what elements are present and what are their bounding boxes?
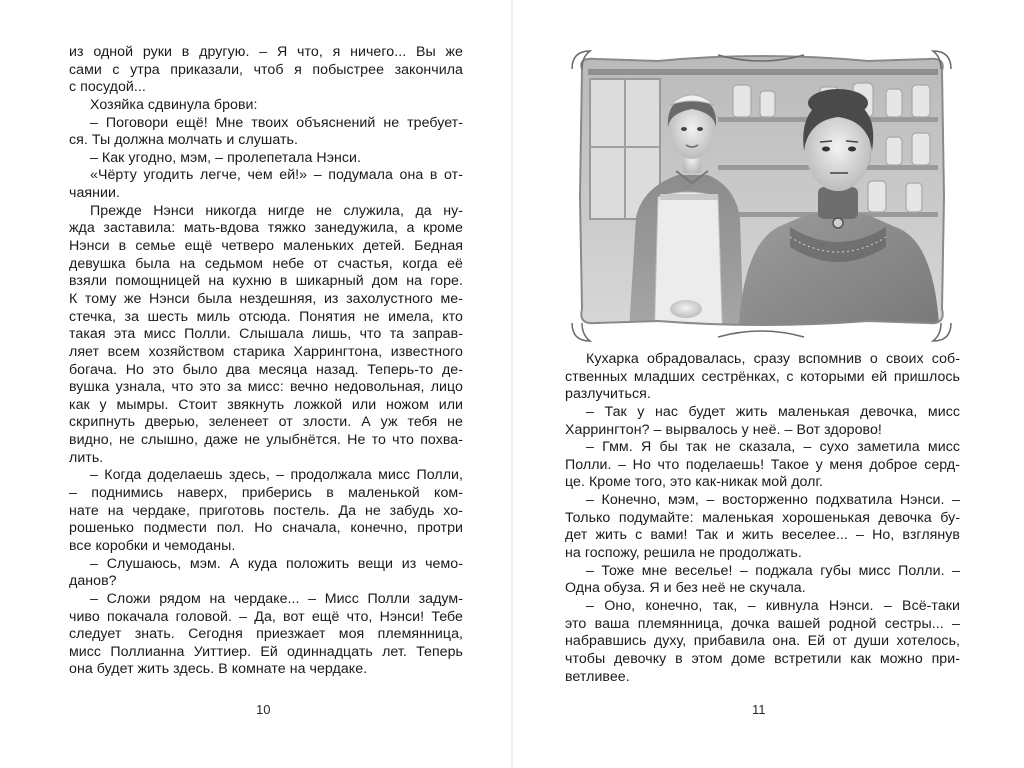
text-line: данов? [69,573,117,590]
text-line: – Гмм. Я бы так не сказала, – сухо заметила мисс [586,439,960,456]
text-line: – Когда доделаешь здесь, – продолжала мисс Полли, [90,467,463,484]
text-line: Только подумайте: маленькая хорошенькая девочка бу- [565,509,960,526]
text-line: Хозяйка сдвинула брови: [90,96,258,113]
text-line: из одной руки в другую. – Я что, я ничего... Вы же [69,44,463,60]
text-line: К тому же Нэнси была нездешняя, из захолустного ме- [69,290,463,307]
text-line: богача. Но это было два месяца назад. Теперь-то де- [69,361,463,378]
text-line: Харрингтон? – вырвалось у неё. – Вот здорово! [565,421,882,438]
text-line: Прежде Нэнси никогда нигде не служила, да ну- [90,202,463,219]
left-page-text [69,44,463,679]
book-illustration-icon [568,47,955,347]
text-line: – Сложи рядом на чердаке... – Мисс Полли задум- [90,590,463,607]
text-line: – Конечно, мэм, – восторженно подхватила Нэнси. – [586,492,960,509]
text-line: рошенько подмести пол. Но сначала, конечно, протри [69,520,463,537]
text-line: следует знать. Сегодня приезжает моя племянница, [69,626,463,643]
text-line: це. Кроме того, это как-никак мой долг. [565,474,823,491]
text-line: – Оно, конечно, так, – кивнула Нэнси. – Всё-таки [586,597,960,614]
text-line: Полли. – Но что поделаешь! Такое у меня доброе серд- [565,456,960,473]
text-line: разлучиться. [565,386,651,403]
text-line: «Чёрту угодить легче, чем ей!» – подумала она в от- [90,167,463,184]
text-line: она будет жить здесь. В комнате на чердаке. [69,661,368,678]
text-line: нате на чердаке, приготовь постель. Да не забудь хо- [69,502,463,519]
text-line: чтобы девочку в этом доме встретили как можно при- [565,650,960,667]
left-page [0,0,511,768]
text-line: на госпожу, решила не продолжать. [565,545,802,562]
text-line: взяли помощницей на кухню в шикарный дом на горе. [69,273,463,290]
text-line: – Так у нас будет жить маленькая девочка, мисс [586,403,960,420]
text-line: ственных младших сестрёнках, с которыми ей пришлось [565,368,960,385]
text-line: вушка узнала, что это за мисс: вечно недовольная, лицо [69,379,463,396]
text-line: скрипнуть дверью, зеленеет от злости. А уж тебя не [69,414,463,431]
left-page-number: 10 [256,702,271,717]
text-line: чиво покачала головой. – Да, вот ещё что, Нэнси! Тебе [69,608,463,625]
text-line: мисс Поллианна Уиттиер. Ей одиннадцать лет. Теперь [69,643,463,660]
text-line: как у мымры. Стоит звякнуть ложкой или ножом или [69,396,463,413]
text-line: с посудой... [69,79,146,96]
text-line: Одна обуза. Я и без неё не скучала. [565,580,806,597]
text-line: – Тоже мне веселье! – поджала губы мисс Полли. – [586,562,960,579]
text-line: – Как угодно, мэм, – пролепетала Нэнси. [90,149,362,166]
text-line: сами с утра приказали, чтоб я побыстрее закончила [69,61,463,78]
text-line: Кухарка обрадовалась, сразу вспомнив о своих соб- [586,351,960,367]
text-line: набравшись духу, прибавила она. Ей от души хотелось, [565,633,960,650]
text-line: ся. Ты должна молчать и слушать. [69,132,298,149]
right-page-number: 11 [752,702,766,717]
text-line: – Слушаюсь, мэм. А куда положить вещи из чемо- [90,555,463,572]
text-line: ветливее. [565,668,630,685]
text-line: это ваша племянница, дочка вашей родной сестры... – [565,615,960,632]
text-line: – Поговори ещё! Мне твоих объяснений не требует- [90,114,463,131]
text-line: стечка, за шесть миль отсюда. Понятия не имела, кто [69,308,463,325]
text-line: такая эта мисс Полли. Слышала лишь, что та заправ- [69,326,463,343]
text-line: дет жить с вами! Так и жить веселее... – Но, взглянув [565,527,960,544]
text-line: ляет всем хозяйством старика Харрингтона, известного [69,343,463,360]
text-line: видно, не слышно, даже не улыбнётся. Не то что похва- [69,432,463,449]
text-line: лить. [69,449,104,466]
text-line: жда заставила: мать-вдова тяжко занедужила, а кроме [69,220,463,237]
right-page-text [565,351,960,686]
text-line: чаянии. [69,185,120,202]
text-line: – поднимись наверх, приберись в маленькой ком- [69,485,463,502]
text-line: все коробки и чемоданы. [69,537,236,554]
text-line: девушка была на седьмом небе от счастья, когда её [69,255,463,272]
text-line: Нэнси в семье ещё четверо маленьких детей. Бедная [69,238,463,255]
